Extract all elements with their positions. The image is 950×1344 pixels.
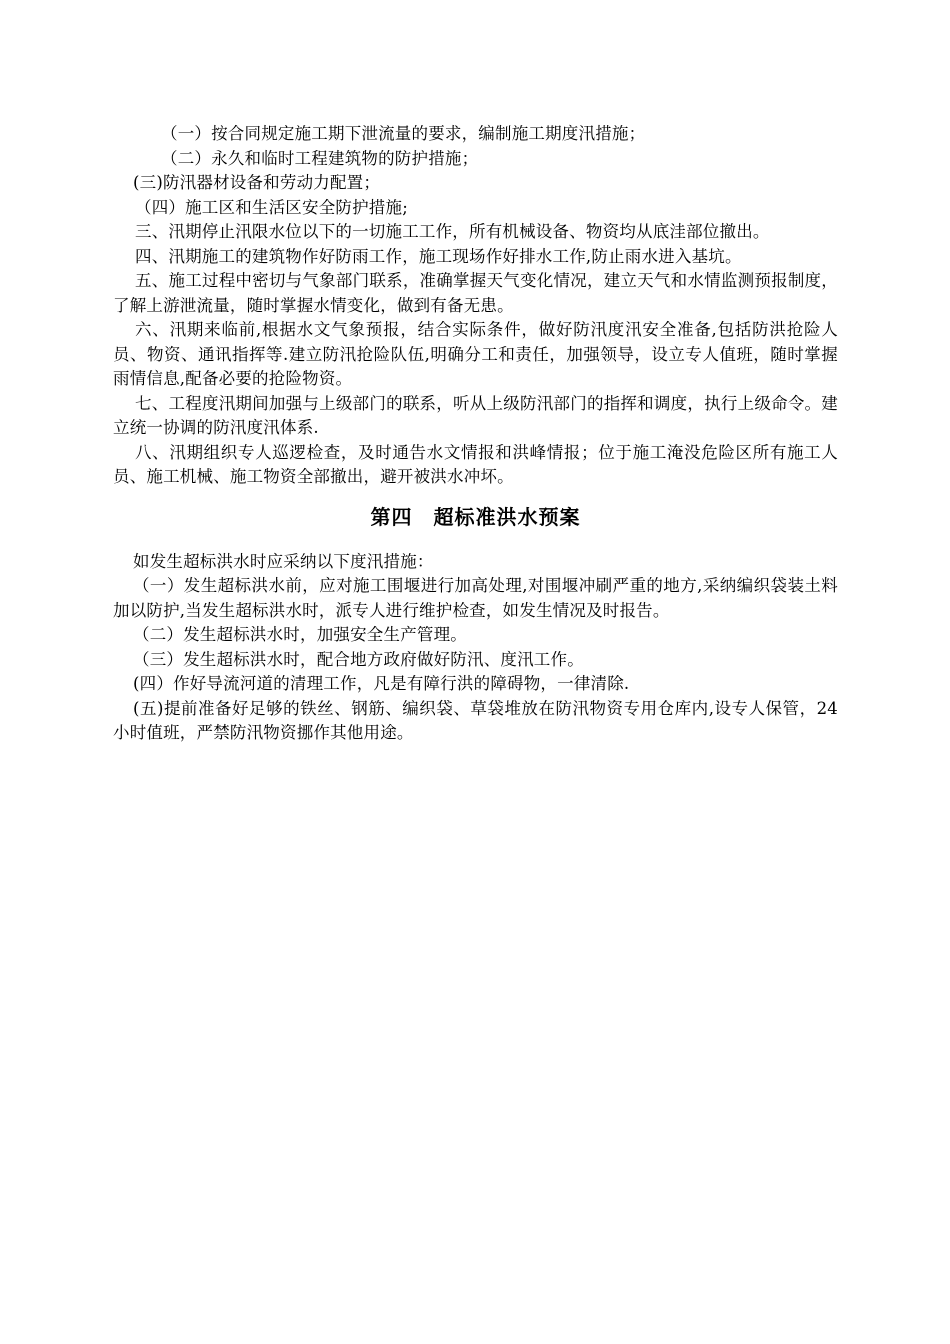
measure-item-4: （四）施工区和生活区安全防护措施; bbox=[135, 197, 408, 217]
flood-item-4: (四）作好导流河道的清理工作，凡是有障行洪的障碍物，一律清除. bbox=[133, 674, 630, 693]
flood-item-1: （一）发生超标洪水前，应对施工围堰进行加高处理,对围堰冲刷严重的地方,采纳编织袋装土料加以防护,当发生超标洪水时，派专人进行维护检查，如发生情况及时报告。 bbox=[113, 576, 838, 620]
paragraph-seven: 七、工程度汛期间加强与上级部门的联系，听从上级防汛部门的指挥和调度，执行上级命令。建立统一协调的防汛度汛体系. bbox=[113, 393, 838, 437]
paragraph-four: 四、汛期施工的建筑物作好防雨工作，施工现场作好排水工作,防止雨水进入基坑。 bbox=[135, 246, 742, 266]
paragraph-three: 三、汛期停止汛限水位以下的一切施工工作，所有机械设备、物资均从底洼部位撤出。 bbox=[135, 222, 770, 241]
flood-item-5: (五)提前准备好足够的铁丝、钢筋、编织袋、草袋堆放在防汛物资专用仓库内,设专人保管，24小时值班，严禁防汛物资挪作其他用途。 bbox=[113, 698, 838, 742]
document-page bbox=[113, 122, 838, 746]
measure-item-3: (三)防汛器材设备和劳动力配置； bbox=[133, 173, 381, 192]
section-heading: 第四 超标准洪水预案 bbox=[370, 504, 581, 529]
measure-item-1: （一）按合同规定施工期下泄流量的要求，编制施工期度汛措施； bbox=[161, 124, 646, 143]
flood-item-2: （二）发生超标洪水时，加强安全生产管理。 bbox=[133, 625, 467, 644]
paragraph-five: 五、施工过程中密切与气象部门联系，准确掌握天气变化情况，建立天气和水情监测预报制度，了解上游泄流量，随时掌握水情变化，做到有备无患。 bbox=[113, 271, 838, 315]
flood-intro: 如发生超标洪水时应采纳以下度汛措施： bbox=[133, 551, 434, 571]
flood-item-3: （三）发生超标洪水时，配合地方政府做好防汛、度汛工作。 bbox=[133, 649, 584, 669]
paragraph-six: 六、汛期来临前,根据水文气象预报，结合实际条件，做好防汛度汛安全准备,包括防洪抢险人员、物资、通讯指挥等.建立防汛抢险队伍,明确分工和责任，加强领导，设立专人值班，随时掌握雨情信息,配备必要的抢险物资。 bbox=[113, 320, 838, 388]
paragraph-eight: 八、汛期组织专人巡逻检查，及时通告水文情报和洪峰情报；位于施工淹没危险区所有施工人员、施工机械、施工物资全部撤出，避开被洪水冲坏。 bbox=[113, 442, 838, 486]
measure-item-2: （二）永久和临时工程建筑物的防护措施； bbox=[161, 148, 479, 168]
